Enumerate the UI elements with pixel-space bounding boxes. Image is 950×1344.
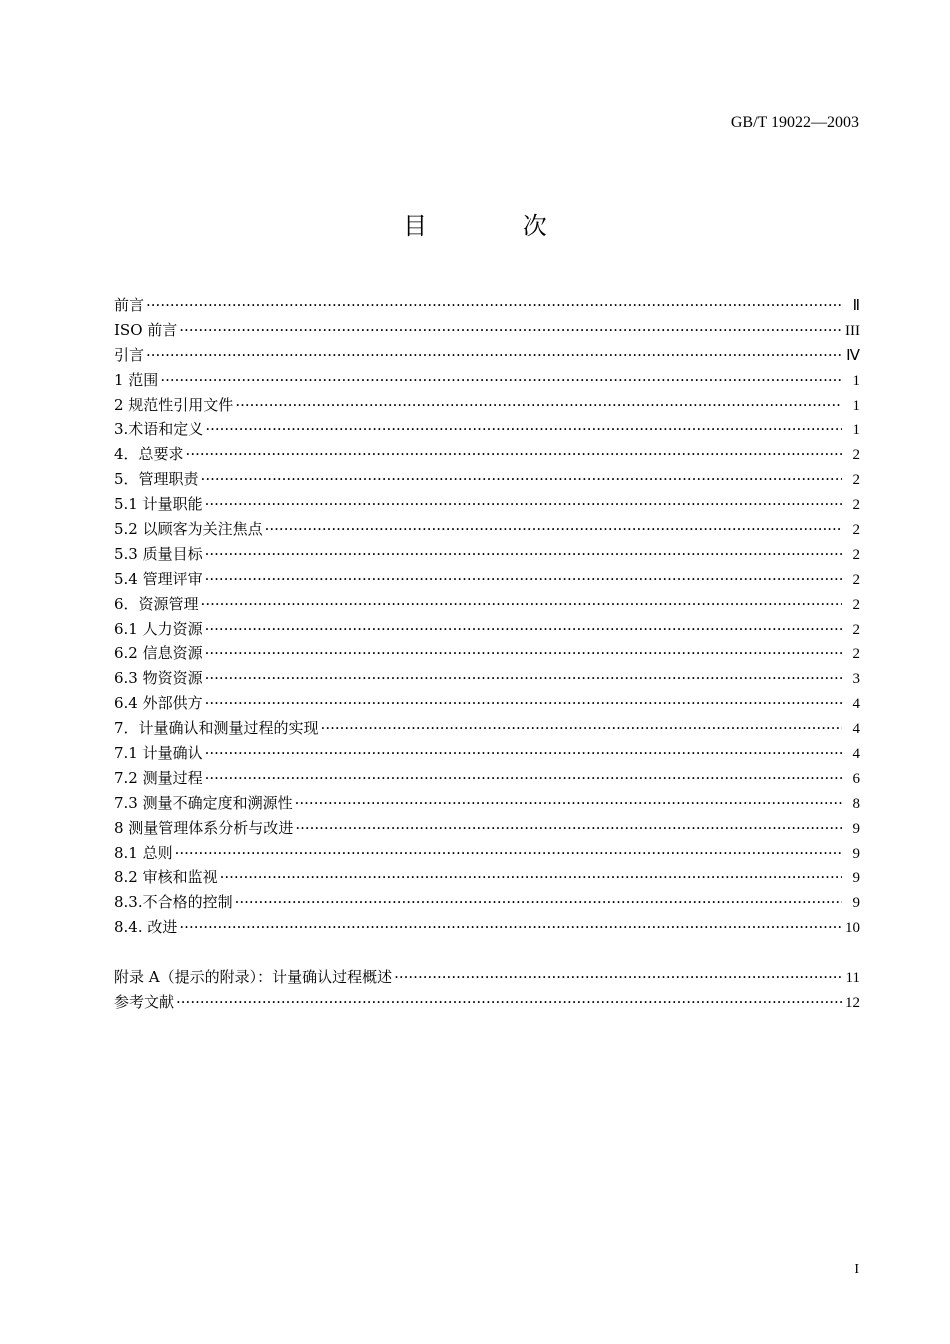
toc-entry-label: 7.2 测量过程 xyxy=(114,768,203,787)
toc-leader-dots xyxy=(295,819,842,837)
toc-entry-page: Ⅳ xyxy=(846,347,860,364)
toc-leader-dots xyxy=(220,868,842,886)
page-title: 目 次 xyxy=(403,212,591,240)
toc-entry-label: 5.1 计量职能 xyxy=(114,495,203,514)
toc-leader-dots xyxy=(179,321,842,339)
toc-entry-page: 8 xyxy=(852,795,860,812)
toc-entry-page: 6 xyxy=(852,770,860,787)
toc-entry[interactable] xyxy=(114,593,860,618)
toc-entry[interactable] xyxy=(114,866,860,891)
toc-entry-label: 6.2 信息资源 xyxy=(114,644,203,663)
table-of-contents xyxy=(114,294,860,1016)
toc-entry-page: 4 xyxy=(852,696,860,713)
toc-entry-page: 2 xyxy=(852,596,860,613)
toc-entry[interactable] xyxy=(114,443,860,468)
toc-entry[interactable] xyxy=(114,568,860,593)
toc-leader-dots xyxy=(146,346,842,364)
toc-entry-label: 8 测量管理体系分析与改进 xyxy=(114,818,294,837)
document-code: GB/T 19022—2003 xyxy=(730,114,859,131)
toc-leader-dots xyxy=(205,744,842,762)
toc-entry-page: 2 xyxy=(852,522,860,539)
toc-entry[interactable] xyxy=(114,692,860,717)
toc-entry-page: 4 xyxy=(852,721,860,738)
toc-leader-dots xyxy=(265,520,842,538)
toc-entry[interactable] xyxy=(114,319,860,344)
toc-leader-dots xyxy=(321,719,842,737)
toc-entry-page: 1 xyxy=(852,422,860,439)
toc-entry-label: 5．管理职责 xyxy=(114,470,199,489)
toc-entry[interactable] xyxy=(114,717,860,742)
toc-entry-label: 8.4. 改进 xyxy=(114,918,178,937)
toc-entry[interactable] xyxy=(114,966,860,991)
toc-entry-label: 附录 A（提示的附录）：计量确认过程概述 xyxy=(114,968,393,987)
toc-entry[interactable] xyxy=(114,294,860,319)
toc-entry[interactable] xyxy=(114,468,860,493)
toc-entry[interactable] xyxy=(114,618,860,643)
toc-entry-label: 8.3.不合格的控制 xyxy=(114,893,233,912)
toc-entry[interactable] xyxy=(114,991,860,1016)
toc-entry-label: 5.2 以顾客为关注焦点 xyxy=(114,520,263,539)
toc-leader-dots xyxy=(295,794,842,812)
toc-entry-page: 11 xyxy=(845,970,860,987)
toc-entry[interactable] xyxy=(114,792,860,817)
toc-leader-dots xyxy=(201,595,842,613)
toc-entry-label: 6．资源管理 xyxy=(114,594,199,613)
toc-entry[interactable] xyxy=(114,767,860,792)
toc-entry[interactable] xyxy=(114,493,860,518)
toc-entry[interactable] xyxy=(114,543,860,568)
toc-entry-page: 2 xyxy=(852,546,860,563)
toc-entry-label: 6.4 外部供方 xyxy=(114,694,203,713)
toc-entry[interactable] xyxy=(114,842,860,867)
toc-entry-label: 8.1 总则 xyxy=(114,843,173,862)
toc-leader-dots xyxy=(175,844,842,862)
toc-entry[interactable] xyxy=(114,667,860,692)
toc-entry[interactable] xyxy=(114,394,860,419)
toc-entry-page: 2 xyxy=(852,447,860,464)
toc-leader-dots xyxy=(146,296,842,314)
toc-entry-label: 4．总要求 xyxy=(114,445,184,464)
toc-entry[interactable] xyxy=(114,916,860,941)
toc-entry-label: 7.1 计量确认 xyxy=(114,744,203,763)
toc-leader-dots xyxy=(186,445,842,463)
toc-main-section xyxy=(114,294,860,941)
toc-entry[interactable] xyxy=(114,817,860,842)
toc-leader-dots xyxy=(205,495,842,513)
toc-leader-dots xyxy=(201,470,842,488)
toc-entry[interactable] xyxy=(114,418,860,443)
toc-entry-label: 7.3 测量不确定度和溯源性 xyxy=(114,793,293,812)
toc-entry-page: 2 xyxy=(852,497,860,514)
toc-entry-label: 3.术语和定义 xyxy=(114,420,204,439)
toc-entry-label: 7．计量确认和测量过程的实现 xyxy=(114,719,319,738)
toc-leader-dots xyxy=(205,669,842,687)
toc-entry-label: 参考文献 xyxy=(114,993,175,1012)
toc-entry[interactable] xyxy=(114,891,860,916)
toc-entry-label: 2 规范性引用文件 xyxy=(114,395,234,414)
toc-entry-page: 10 xyxy=(845,920,860,937)
toc-leader-dots xyxy=(205,769,842,787)
toc-entry-page: 12 xyxy=(845,995,860,1012)
toc-entry-page: 2 xyxy=(852,472,860,489)
page-number: I xyxy=(854,1262,859,1277)
toc-leader-dots xyxy=(235,396,842,414)
toc-entry[interactable] xyxy=(114,344,860,369)
toc-leader-dots xyxy=(205,420,842,438)
toc-entry-label: 8.2 审核和监视 xyxy=(114,868,218,887)
toc-entry-page: 4 xyxy=(852,746,860,763)
toc-leader-dots xyxy=(179,918,842,936)
toc-entry-label: 5.4 管理评审 xyxy=(114,569,203,588)
toc-entry-page: 1 xyxy=(852,372,860,389)
toc-leader-dots xyxy=(205,570,842,588)
toc-entry[interactable] xyxy=(114,742,860,767)
toc-leader-dots xyxy=(205,545,842,563)
toc-entry-label: 6.3 物资资源 xyxy=(114,669,203,688)
toc-entry[interactable] xyxy=(114,518,860,543)
toc-entry[interactable] xyxy=(114,369,860,394)
toc-entry-label: 6.1 人力资源 xyxy=(114,619,203,638)
toc-entry-page: 2 xyxy=(852,646,860,663)
toc-entry-page: 9 xyxy=(852,870,860,887)
toc-entry-page: 2 xyxy=(852,571,860,588)
toc-leader-dots xyxy=(394,968,842,986)
toc-leader-dots xyxy=(235,893,842,911)
toc-entry-page: III xyxy=(845,322,860,339)
toc-entry-label: ISO 前言 xyxy=(114,320,178,339)
toc-entry-label: 前言 xyxy=(114,296,145,314)
toc-entry-label: 5.3 质量目标 xyxy=(114,544,203,563)
toc-leader-dots xyxy=(160,371,842,389)
toc-entry-page: 1 xyxy=(852,397,860,414)
toc-leader-dots xyxy=(205,644,842,662)
toc-leader-dots xyxy=(205,694,842,712)
toc-leader-dots xyxy=(176,993,842,1011)
toc-entry-label: 引言 xyxy=(114,345,145,364)
toc-entry-page: 3 xyxy=(852,671,860,688)
toc-entry-page: 9 xyxy=(852,845,860,862)
toc-entry-page: 9 xyxy=(852,895,860,912)
toc-entry[interactable] xyxy=(114,642,860,667)
toc-entry-label: 1 范围 xyxy=(114,370,159,389)
toc-entry-page: 9 xyxy=(852,820,860,837)
toc-entry-page: 2 xyxy=(852,621,860,638)
toc-entry-page: Ⅱ xyxy=(852,298,860,314)
toc-appendix-section xyxy=(114,966,860,1016)
toc-leader-dots xyxy=(205,620,842,638)
toc-section-gap xyxy=(114,941,860,966)
